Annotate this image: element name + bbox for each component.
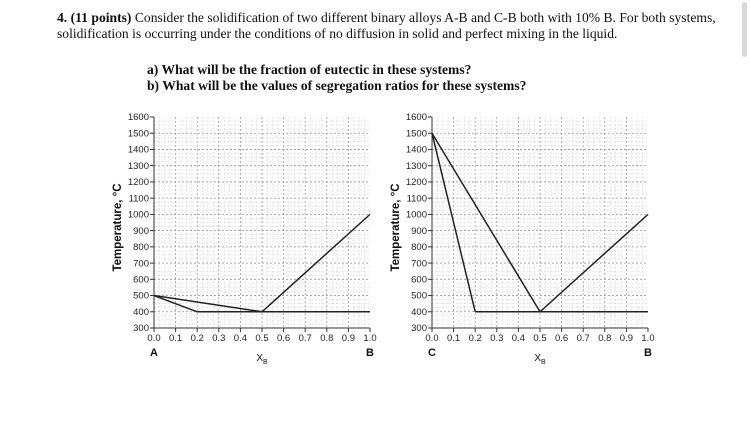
x-tick-label: 0.5 — [255, 333, 269, 344]
y-tick-label: 600 — [411, 274, 427, 286]
scrollbar[interactable] — [742, 2, 747, 57]
y-tick-label: 300 — [133, 323, 149, 335]
question-body: Consider the solidification of two different binary alloys A-B and C-B both with 10% B. For both systems, solidification is occurring under the conditions of no diffusion in solid and perfect mixing in the liquid. — [57, 10, 716, 41]
part-a: a) What will be the fraction of eutectic in these systems? — [147, 62, 472, 77]
y-tick-label: 1200 — [127, 177, 149, 189]
x-tick-label: 0.2 — [468, 333, 482, 344]
y-tick-label: 1600 — [127, 112, 149, 124]
x-tick-label: 0.2 — [190, 333, 204, 344]
x-tick-label: 0.6 — [276, 333, 291, 344]
question-text — [57, 10, 717, 42]
y-tick-label: 1100 — [128, 193, 149, 205]
y-tick-label: 700 — [411, 258, 427, 270]
x-tick-label: 0.9 — [341, 333, 356, 344]
part-b: b) What will be the values of segregation ratios for these systems? — [147, 78, 527, 93]
y-tick-label: 900 — [133, 225, 149, 237]
x-axis-label-subscript: B — [541, 359, 546, 366]
y-tick-label: 500 — [411, 290, 427, 302]
x-tick-label: 0.9 — [619, 333, 634, 344]
y-tick-label: 600 — [133, 274, 149, 286]
left-component-label: C — [428, 347, 436, 359]
x-tick-label: 1.0 — [641, 333, 655, 344]
y-tick-label: 1300 — [127, 160, 149, 172]
y-tick-label: 500 — [133, 290, 149, 302]
x-axis-label — [256, 353, 268, 366]
x-tick-label: 0.0 — [425, 333, 439, 344]
x-tick-label: 0.8 — [598, 333, 612, 344]
x-tick-label: 0.1 — [168, 333, 183, 344]
y-tick-label: 1300 — [405, 160, 427, 172]
y-tick-label: 1500 — [127, 128, 149, 140]
y-tick-label: 1200 — [405, 177, 427, 189]
y-tick-label: 1400 — [405, 144, 427, 156]
phase-diagram-a-b — [108, 108, 388, 373]
y-tick-label: 300 — [411, 323, 427, 335]
question-number: 4. — [57, 10, 68, 25]
left-component-label: A — [150, 347, 158, 359]
y-tick-label: 1600 — [405, 112, 427, 124]
x-axis-label-main: X — [534, 353, 541, 364]
x-tick-label: 0.3 — [212, 333, 226, 344]
x-tick-label: 1.0 — [363, 333, 377, 344]
x-tick-label: 0.4 — [233, 333, 248, 344]
x-tick-label: 0.3 — [490, 333, 504, 344]
x-tick-label: 0.0 — [147, 333, 161, 344]
x-tick-label: 0.7 — [576, 333, 590, 344]
y-tick-label: 1000 — [405, 209, 427, 221]
x-tick-label: 0.8 — [320, 333, 334, 344]
phase-diagram-c-b — [386, 108, 666, 373]
x-tick-label: 0.7 — [298, 333, 312, 344]
phase-boundary-line — [432, 133, 475, 312]
question-points: (11 points) — [70, 10, 132, 25]
x-tick-label: 0.4 — [511, 333, 526, 344]
right-component-label: B — [644, 347, 652, 359]
y-tick-label: 800 — [411, 242, 427, 254]
y-tick-label: 1000 — [127, 209, 149, 221]
x-tick-label: 0.5 — [533, 333, 547, 344]
y-tick-label: 1500 — [405, 128, 427, 140]
x-tick-label: 0.6 — [554, 333, 569, 344]
y-tick-label: 800 — [133, 242, 149, 254]
y-tick-label: 900 — [411, 225, 427, 237]
x-tick-label: 0.1 — [446, 333, 461, 344]
y-tick-label: 1400 — [127, 144, 149, 156]
y-tick-label: 700 — [133, 258, 149, 270]
y-tick-label: 400 — [411, 306, 427, 318]
x-axis-label-subscript: B — [263, 359, 268, 366]
x-axis-label — [534, 353, 546, 366]
y-axis-label: Temperature, °C — [112, 183, 124, 272]
question-parts — [147, 62, 526, 94]
y-axis-label: Temperature, °C — [390, 183, 402, 272]
x-axis-label-main: X — [256, 353, 263, 364]
y-tick-label: 400 — [133, 306, 149, 318]
y-tick-label: 1100 — [406, 193, 427, 205]
right-component-label: B — [366, 347, 374, 359]
